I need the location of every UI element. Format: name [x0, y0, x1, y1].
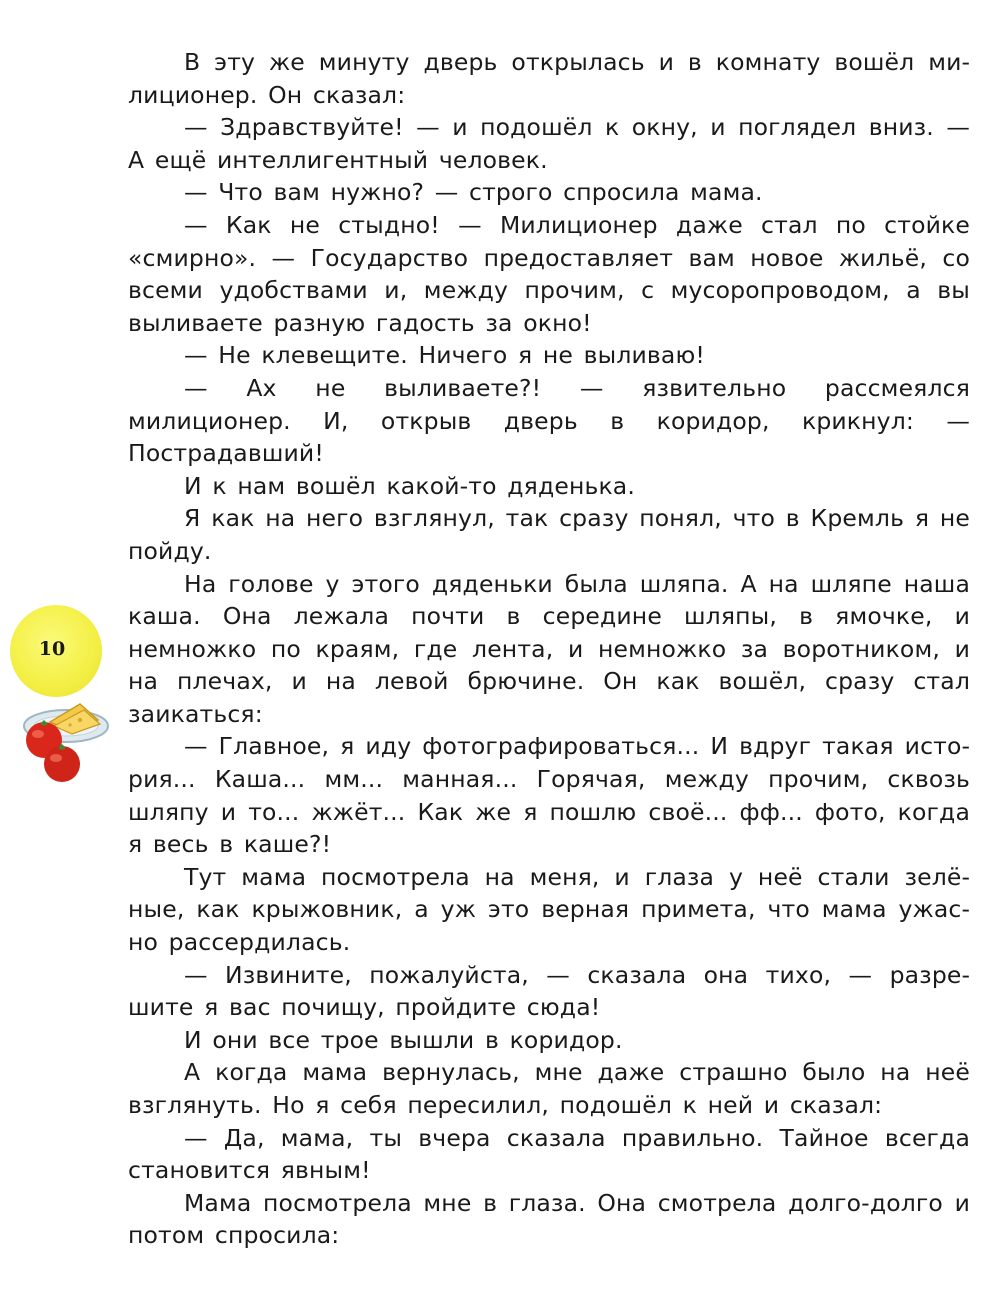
paragraph: В эту же минуту дверь открылась и в комнату вошёл милиционер. Он сказал: — [128, 48, 970, 109]
page-number-badge — [10, 605, 102, 697]
paragraph: — Да, мама, ты вчера сказала правильно. Тайное всегда становится явным! — [128, 1123, 970, 1185]
page-number: 10 — [38, 638, 66, 660]
paragraph: — Не клевещите. Ничего я не выливаю! — [184, 341, 705, 370]
paragraph: Я как на него взглянул, так сразу понял, что в Кремль я не пойду. — [128, 504, 970, 565]
paragraph: Тут мама посмотрела на меня, и глаза у неё стали зелёные, как крыжовник, а уж это верная примета, что мама ужасно рассердилась. — [128, 862, 970, 957]
paragraph: — Как не стыдно! — Милиционер даже стал по стойке «смирно». — Государство предоставляет вам новое жильё, со всеми удобствами и, между прочим, с мусоропроводом, а вы выливаете разную гадость за окно! — [128, 210, 970, 337]
paragraph: — Извините, пожалуйста, — сказала она тихо, — разрешите я вас почищу, пройдите сюда! — [128, 960, 970, 1022]
paragraph: Мама посмотрела мне в глаза. Она смотрела долго-долго и потом спросила: — [128, 1188, 970, 1250]
paragraph: — Ах не выливаете?! — язвительно рассмеялся милиционер. И, открыв дверь в коридор, крикнул: — Пострадавший! — [128, 373, 970, 468]
paragraph: — Главное, я иду фотографироваться... И вдруг такая история... Каша... мм... манная... Горячая, между прочим, сквозь шляпу и то... жжёт... Как же я пошлю своё... фф... фото, когда я весь в каше?! — [128, 732, 970, 859]
story-text — [128, 46, 970, 1252]
paragraph: И к нам вошёл какой-то дяденька. — [184, 471, 635, 500]
paragraph: На голове у этого дяденьки была шляпа. А на шляпе наша каша. Она лежала почти в середине шляпы, в ямочке, и немножко по краям, где лента, и немножко за воротником, и на плечах, и на левой брючине. Он как вошёл, сразу стал заикаться: — [128, 569, 970, 728]
paragraph: — Что вам нужно? — строго спросила мама. — [184, 178, 763, 207]
plate-cheese-tomatoes-icon — [14, 696, 110, 786]
paragraph: — Здравствуйте! — и подошёл к окну, и поглядел вниз. — А ещё интеллигентный человек. — [128, 113, 970, 174]
paragraph: А когда мама вернулась, мне даже страшно было на неё взглянуть. Но я себя пересилил, подошёл к ней и сказал: — [128, 1058, 970, 1119]
paragraph: И они все трое вышли в коридор. — [184, 1025, 623, 1054]
